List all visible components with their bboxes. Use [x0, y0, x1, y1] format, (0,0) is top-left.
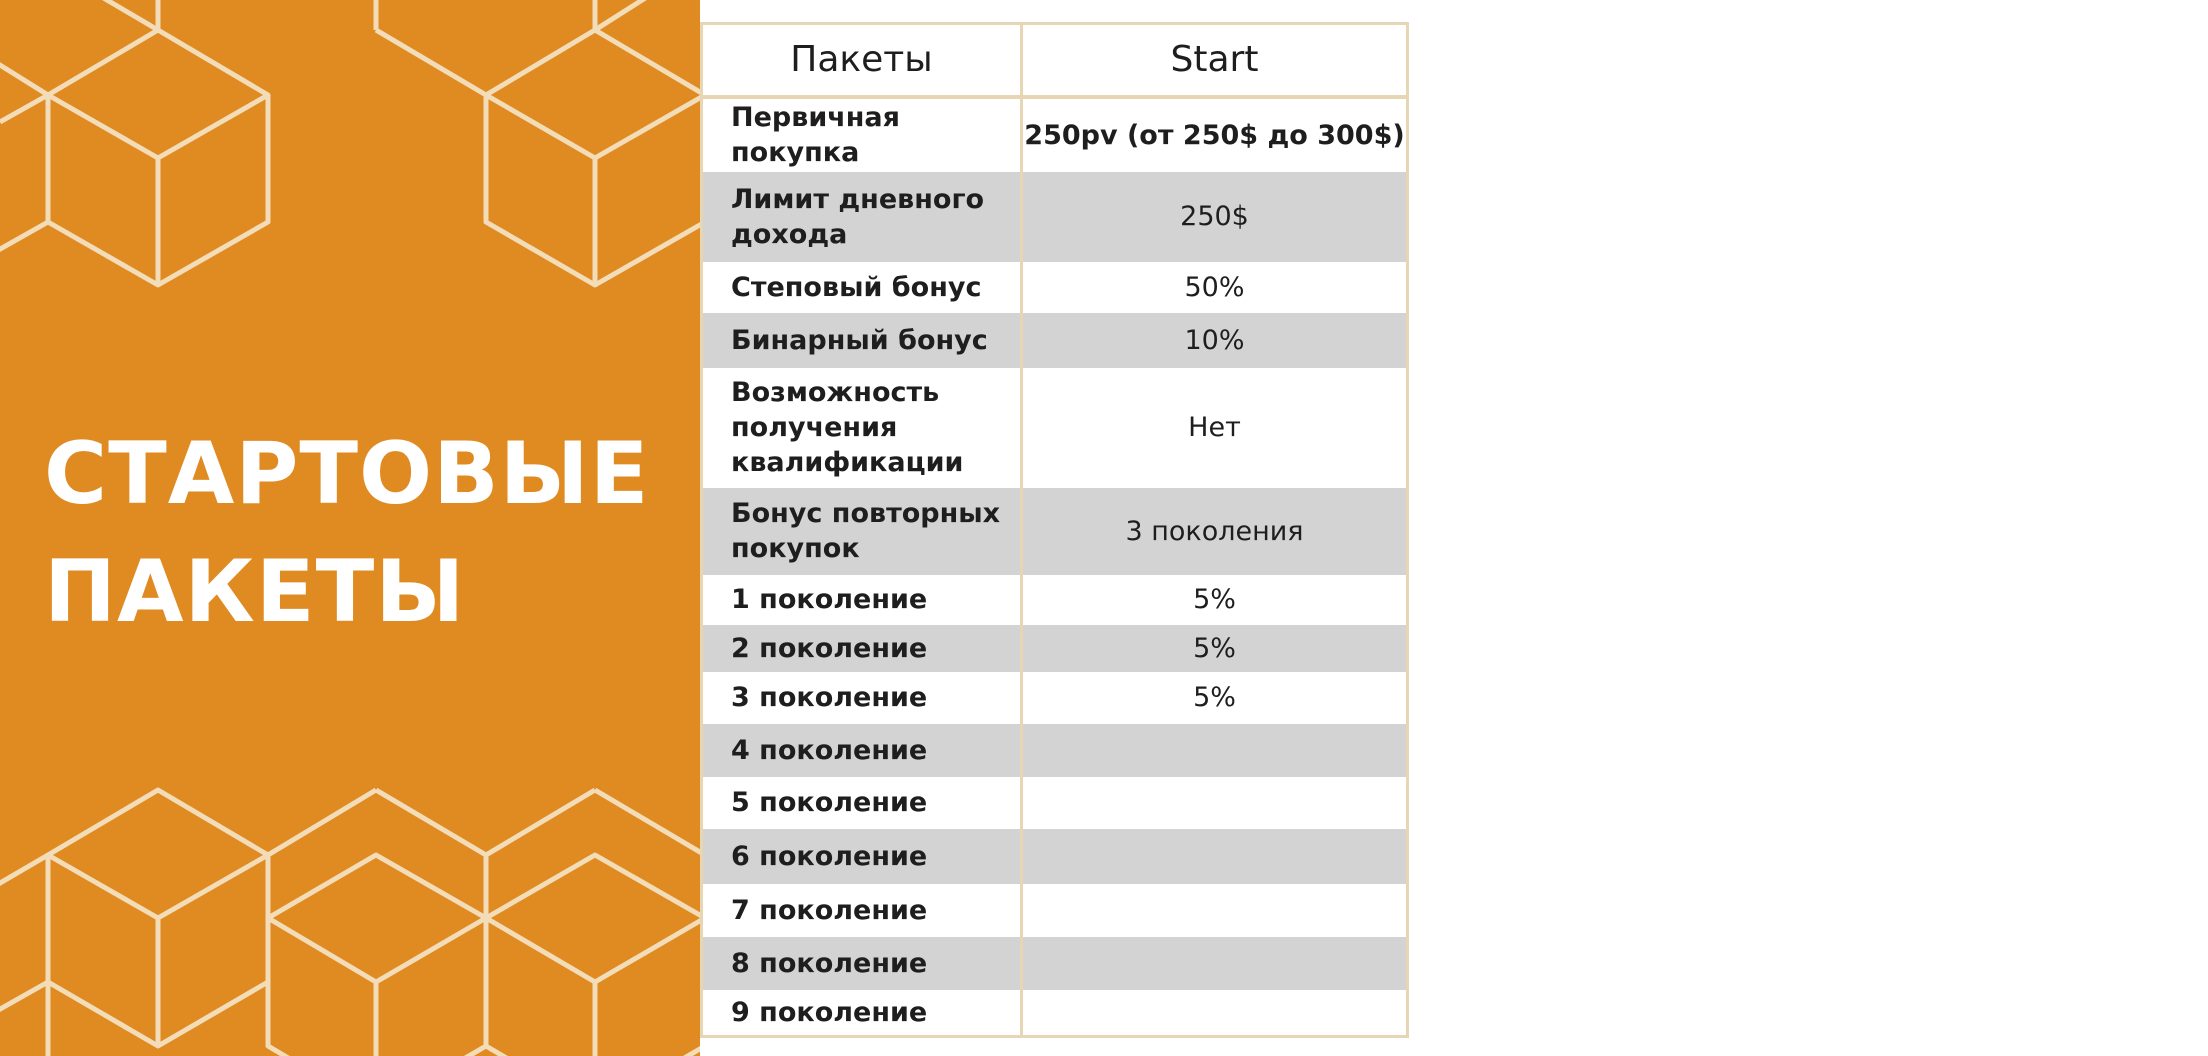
row-value: 5%: [1022, 672, 1408, 724]
header-start: Start: [1022, 24, 1408, 97]
table-row: [702, 262, 1408, 313]
row-value: [1022, 777, 1408, 829]
table-row: [702, 313, 1408, 368]
row-label: 9 поколение: [702, 990, 1022, 1037]
cube-outline: [48, 855, 268, 918]
slide-title-line1: СТАРТОВЫЕ: [44, 424, 650, 524]
row-value: 10%: [1022, 313, 1408, 368]
cube-outline: [0, 62, 48, 95]
table-row: [702, 990, 1408, 1037]
row-value: 50%: [1022, 262, 1408, 313]
cube-outline: [486, 95, 700, 158]
cube-outline: [0, 982, 48, 1012]
cube-outline: [0, 95, 48, 122]
row-value: [1022, 990, 1408, 1037]
cube-outline: [595, 0, 650, 30]
cube-outline: [486, 790, 595, 855]
row-label: 5 поколение: [702, 777, 1022, 829]
cube-outline: [595, 790, 700, 855]
row-label: 2 поколение: [702, 625, 1022, 672]
table-row: [702, 724, 1408, 777]
row-label: 7 поколение: [702, 884, 1022, 937]
row-label: 4 поколение: [702, 724, 1022, 777]
row-label: Бонус повторных покупок: [702, 488, 1022, 575]
row-value: [1022, 884, 1408, 937]
row-value: 5%: [1022, 625, 1408, 672]
row-value: [1022, 724, 1408, 777]
cube-outline: [90, 0, 158, 30]
table-row: [702, 884, 1408, 937]
cube-outline: [376, 790, 486, 855]
table-row: [702, 625, 1408, 672]
table-row: [702, 777, 1408, 829]
title-panel: [0, 0, 700, 1056]
row-label: 3 поколение: [702, 672, 1022, 724]
cube-outline: [48, 95, 268, 158]
row-label: Степовый бонус: [702, 262, 1022, 313]
cube-outline: [268, 790, 376, 855]
row-label: Возможность получения квалификации: [702, 368, 1022, 488]
packages-table: [700, 22, 1409, 1038]
row-value: Нет: [1022, 368, 1408, 488]
table-row: [702, 172, 1408, 262]
table-row: [702, 488, 1408, 575]
slide-title-line2: ПАКЕТЫ: [44, 542, 466, 642]
row-value: 250pv (от 250$ до 300$): [1022, 97, 1408, 172]
row-label: 6 поколение: [702, 829, 1022, 884]
row-label: Лимит дневного дохода: [702, 172, 1022, 262]
row-label: Бинарный бонус: [702, 313, 1022, 368]
slide-title: [44, 415, 650, 651]
table-header-row: [702, 24, 1408, 97]
row-label: Первичная покупка: [702, 97, 1022, 172]
row-value: 3 поколения: [1022, 488, 1408, 575]
cube-outline: [0, 222, 48, 252]
table-row: [702, 97, 1408, 172]
row-value: 5%: [1022, 575, 1408, 625]
cube-outline: [0, 855, 48, 886]
table-row: [702, 672, 1408, 724]
table-row: [702, 368, 1408, 488]
row-label: 8 поколение: [702, 937, 1022, 990]
table-row: [702, 937, 1408, 990]
header-packages: Пакеты: [702, 24, 1022, 97]
table-row: [702, 575, 1408, 625]
table-row: [702, 829, 1408, 884]
cube-outline: [376, 30, 486, 95]
row-value: [1022, 937, 1408, 990]
cube-outline: [486, 918, 700, 982]
cube-outline: [268, 918, 486, 982]
row-value: 250$: [1022, 172, 1408, 262]
row-value: [1022, 829, 1408, 884]
row-label: 1 поколение: [702, 575, 1022, 625]
